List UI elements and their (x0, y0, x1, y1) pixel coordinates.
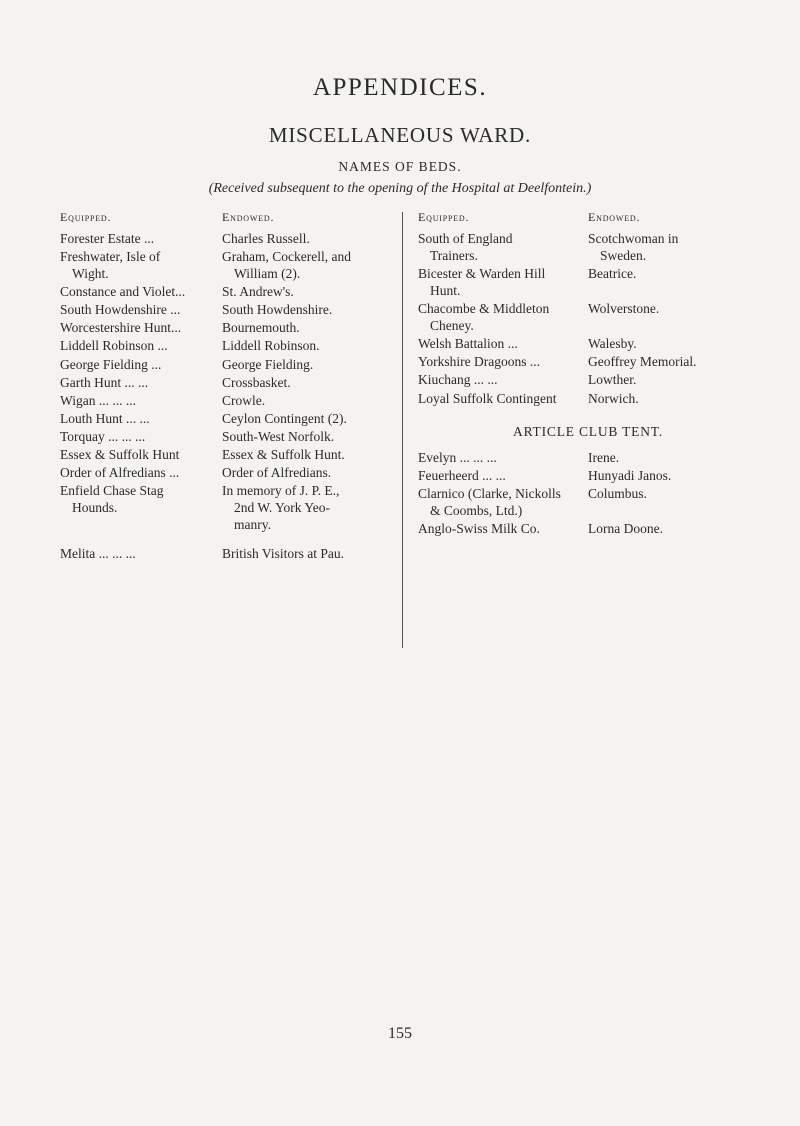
equipped-cell-line: South Howdenshire ... (60, 302, 181, 318)
equipped-cell-line: Kiuchang ... ... (418, 372, 498, 388)
equipped-cell (60, 446, 222, 463)
table-row (418, 371, 758, 388)
equipped-cell (60, 545, 222, 562)
equipped-cell (418, 335, 588, 352)
equipped-cell-line: Feuerheerd ... ... (418, 467, 506, 483)
endowed-header: Endowed. (588, 210, 641, 224)
table-row (60, 301, 390, 318)
left-column (60, 209, 390, 563)
table-row (60, 428, 390, 445)
table-row (418, 353, 758, 370)
endowed-cell (222, 545, 390, 562)
equipped-cell-line: Anglo-Swiss Milk Co. (418, 520, 540, 536)
endowed-cell (588, 520, 763, 537)
table-row (60, 482, 390, 533)
equipped-cell-line: Forester Estate ... (60, 231, 155, 246)
equipped-cell (60, 374, 222, 391)
equipped-cell-line: Enfield Chase Stag (60, 483, 164, 499)
endowed-cell-line: Wolverstone. (588, 301, 660, 317)
article-club-rows (418, 449, 758, 537)
endowed-cell (222, 464, 390, 481)
subtitle: (Received subsequent to the opening of the Hospital at Deelfontein.) (208, 181, 592, 196)
endowed-cell (588, 265, 763, 299)
endowed-cell (222, 230, 390, 247)
equipped-cell (418, 449, 588, 466)
table-row (60, 392, 390, 409)
endowed-cell-line: Crowle. (222, 392, 266, 408)
equipped-cell-line: Hounds. (72, 500, 118, 516)
table-row (60, 337, 390, 354)
equipped-cell (418, 485, 588, 519)
endowed-cell (588, 300, 763, 334)
equipped-cell (418, 371, 588, 388)
endowed-cell (222, 337, 390, 354)
endowed-cell (588, 485, 763, 519)
equipped-cell (418, 467, 588, 484)
equipped-cell-line: Hunt. (430, 283, 461, 299)
endowed-cell-line: Charles Russell. (222, 231, 310, 246)
endowed-cell (222, 248, 390, 282)
table-row (60, 283, 390, 300)
endowed-cell-line: Beatrice. (588, 266, 637, 282)
equipped-cell (60, 464, 222, 481)
endowed-cell (588, 390, 763, 407)
table-row (60, 410, 390, 427)
endowed-cell-line: Order of Alfredians. (222, 465, 332, 481)
endowed-cell-line: Sweden. (600, 248, 647, 263)
endowed-cell-line: Ceylon Contingent (2). (222, 410, 347, 426)
equipped-cell (60, 337, 222, 354)
table-row (60, 446, 390, 463)
equipped-cell (60, 428, 222, 445)
endowed-cell (222, 374, 390, 391)
equipped-cell-line: Wight. (72, 266, 109, 282)
equipped-cell-line: Chacombe & Middleton (418, 301, 550, 317)
equipped-cell-line: Clarnico (Clarke, Nickolls (418, 485, 561, 501)
endowed-cell-line: 2nd W. York Yeo- (234, 500, 331, 516)
equipped-header: Equipped. (60, 210, 112, 224)
equipped-cell-line: Loyal Suffolk Contingent (418, 390, 557, 406)
equipped-cell-line: Yorkshire Dragoons ... (418, 354, 541, 370)
equipped-cell-line: Freshwater, Isle of (60, 249, 161, 265)
left-rows (60, 230, 390, 562)
equipped-cell (60, 248, 222, 282)
equipped-cell (418, 230, 588, 264)
equipped-cell (418, 300, 588, 334)
endowed-cell (222, 301, 390, 318)
table-row (418, 300, 758, 334)
endowed-cell (222, 482, 390, 533)
table-row (60, 319, 390, 336)
equipped-cell (60, 392, 222, 409)
equipped-cell (60, 410, 222, 427)
equipped-cell-line: Garth Hunt ... ... (60, 374, 149, 390)
endowed-cell-line: Essex & Suffolk Hunt. (222, 447, 345, 463)
endowed-cell (222, 356, 390, 373)
right-rows (418, 230, 758, 407)
equipped-cell-line: Melita ... ... ... (60, 546, 136, 562)
column-divider (402, 212, 403, 648)
endowed-cell (588, 353, 763, 370)
endowed-cell (222, 392, 390, 409)
table-row (418, 449, 758, 466)
endowed-cell-line: In memory of J. P. E., (222, 483, 340, 499)
endowed-cell-line: St. Andrew's. (222, 284, 294, 300)
equipped-cell-line: Welsh Battalion ... (418, 336, 518, 352)
beds-title: NAMES OF BEDS. (338, 159, 462, 174)
table-row (418, 335, 758, 352)
endowed-cell (588, 467, 763, 484)
endowed-cell (222, 428, 390, 445)
endowed-cell-line: South-West Norfolk. (222, 428, 335, 444)
ward-title: MISCELLANEOUS WARD. (268, 123, 532, 147)
table-row (60, 374, 390, 391)
equipped-cell (418, 353, 588, 370)
endowed-cell (222, 446, 390, 463)
equipped-header: Equipped. (418, 210, 470, 224)
endowed-cell (588, 371, 763, 388)
row-gap (60, 534, 390, 545)
equipped-cell-line: South of England (418, 231, 513, 246)
equipped-cell (418, 265, 588, 299)
endowed-cell-line: Crossbasket. (222, 374, 291, 390)
equipped-cell (418, 390, 588, 407)
endowed-cell-line: Lowther. (588, 372, 637, 388)
table-row (418, 390, 758, 407)
equipped-cell-line: Worcestershire Hunt... (60, 320, 182, 336)
equipped-cell-line: Torquay ... ... ... (60, 428, 146, 444)
equipped-cell-line: Evelyn ... ... ... (418, 449, 497, 465)
endowed-cell-line: Graham, Cockerell, and (222, 249, 351, 265)
table-row (60, 356, 390, 373)
endowed-cell-line: William (2). (234, 266, 301, 282)
endowed-cell (588, 449, 763, 466)
table-row (418, 467, 758, 484)
table-row (60, 230, 390, 247)
equipped-cell (60, 482, 222, 533)
endowed-cell-line: South Howdenshire. (222, 302, 333, 318)
table-row (60, 545, 390, 562)
endowed-cell-line: manry. (234, 517, 271, 533)
equipped-cell-line: Trainers. (430, 248, 478, 263)
article-club-heading: ARTICLE CLUB TENT. (513, 423, 663, 439)
table-row (60, 248, 390, 282)
equipped-cell (418, 520, 588, 537)
right-column (418, 209, 758, 538)
table-row (418, 485, 758, 519)
table-row (418, 230, 758, 264)
endowed-cell-line: George Fielding. (222, 356, 314, 372)
endowed-cell (222, 319, 390, 336)
equipped-cell-line: Liddell Robinson ... (60, 338, 168, 354)
equipped-cell-line: Essex & Suffolk Hunt (60, 447, 180, 463)
equipped-cell (60, 301, 222, 318)
equipped-cell (60, 283, 222, 300)
equipped-cell-line: Louth Hunt ... ... (60, 410, 150, 426)
endowed-cell-line: Liddell Robinson. (222, 338, 320, 354)
equipped-cell-line: Cheney. (430, 318, 474, 334)
left-column-header (60, 209, 390, 226)
right-column-header (418, 209, 758, 226)
endowed-cell (222, 283, 390, 300)
page-number: 155 (388, 1025, 412, 1042)
equipped-cell (60, 319, 222, 336)
endowed-cell (588, 230, 763, 264)
table-row (60, 464, 390, 481)
equipped-cell-line: Bicester & Warden Hill (418, 266, 546, 282)
table-row (418, 265, 758, 299)
equipped-cell (60, 230, 222, 247)
endowed-header: Endowed. (222, 210, 275, 224)
endowed-cell (222, 410, 390, 427)
endowed-cell-line: Irene. (588, 449, 620, 465)
endowed-cell-line: Walesby. (588, 336, 637, 352)
endowed-cell (588, 335, 763, 352)
endowed-cell-line: Lorna Doone. (588, 520, 663, 536)
equipped-cell (60, 356, 222, 373)
equipped-cell-line: Order of Alfredians ... (60, 465, 180, 481)
equipped-cell-line: & Coombs, Ltd.) (430, 502, 523, 518)
endowed-cell-line: Hunyadi Janos. (588, 467, 672, 483)
equipped-cell-line: Wigan ... ... ... (60, 392, 136, 408)
endowed-cell-line: Columbus. (588, 485, 647, 501)
equipped-cell-line: Constance and Violet... (60, 284, 186, 300)
page-title: APPENDICES. (312, 74, 488, 101)
endowed-cell-line: Scotchwoman in (588, 231, 679, 246)
endowed-cell-line: Bournemouth. (222, 320, 300, 336)
endowed-cell-line: Geoffrey Memorial. (588, 354, 697, 370)
endowed-cell-line: Norwich. (588, 390, 639, 406)
equipped-cell-line: George Fielding ... (60, 356, 162, 372)
table-row (418, 520, 758, 537)
endowed-cell-line: British Visitors at Pau. (222, 546, 344, 562)
